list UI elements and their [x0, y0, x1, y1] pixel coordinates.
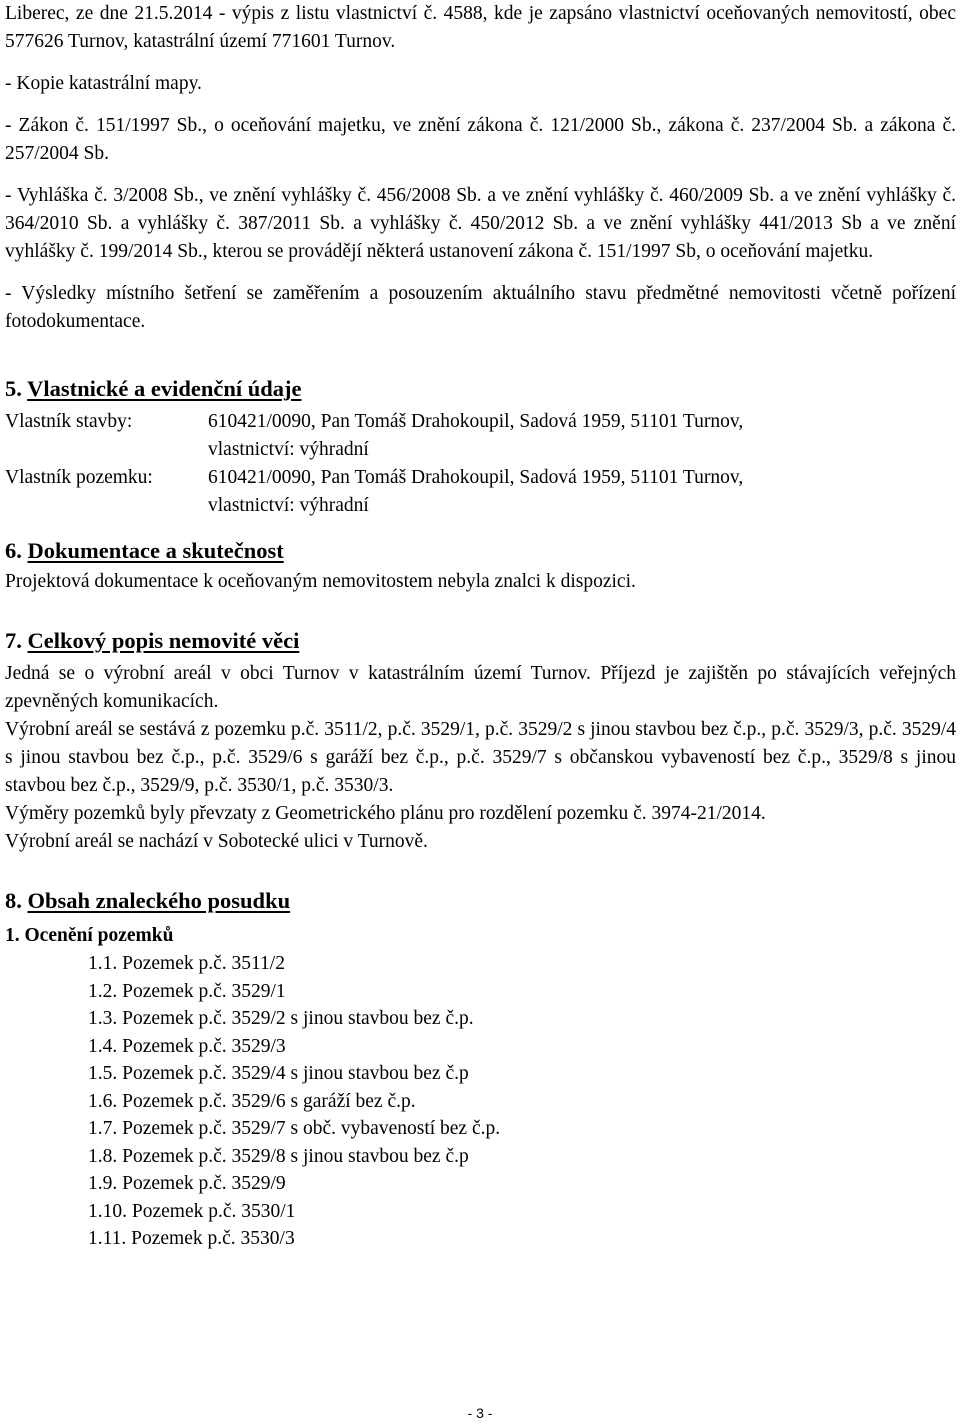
- section-6-title: Dokumentace a skutečnost: [27, 538, 284, 563]
- list-item: 1.9. Pozemek p.č. 3529/9: [88, 1173, 286, 1194]
- list-item: 1.2. Pozemek p.č. 3529/1: [88, 980, 286, 1002]
- spacer: [5, 98, 956, 112]
- list-item: 1.3. Pozemek p.č. 3529/2 s jinou stavbou bez č.p.: [88, 1008, 474, 1029]
- valuation-law-text: - Zákon č. 151/1997 Sb., o oceňování majetku, ve znění zákona č. 121/2000 Sb., zákona č. 237/2004 Sb. a zákona č. 257/2004 Sb.: [5, 115, 956, 164]
- section-7-number: 7.: [5, 628, 22, 653]
- list-item: 1.1. Pozemek p.č. 3511/2: [88, 953, 285, 974]
- land-valuation-number: 1.: [5, 925, 20, 946]
- plot-list: [5, 950, 956, 1253]
- page-number: - 3 -: [467, 1405, 493, 1421]
- spacer: [5, 520, 956, 536]
- land-valuation-subheading: [5, 922, 956, 950]
- spacer: [5, 266, 956, 280]
- section-8-number: 8.: [5, 888, 22, 913]
- building-owner-label: Vlastník stavby:: [5, 411, 133, 432]
- spacer: [5, 856, 956, 886]
- plots-composition-text: Výrobní areál se sestává z pozemku p.č. 3511/2, p.č. 3529/1, p.č. 3529/2 s jinou stavbou bez č.p., p.č. 3529/3, p.č. 3529/4 s jinou stavbou bez č.p., p.č. 3529/6 s garáží bez č.p., p.č. 3529/7 s občanskou vybaveností bez č.p., 3529/8 s jinou stavbou bez č.p., 3529/9, p.č. 3530/1, p.č. 3530/3.: [5, 719, 956, 796]
- section-7-title: Celkový popis nemovité věci: [27, 628, 300, 653]
- section-7-heading: [5, 626, 956, 656]
- list-item: 1.7. Pozemek p.č. 3529/7 s obč. vybaveností bez č.p.: [88, 1118, 501, 1139]
- land-owner-label: Vlastník pozemku:: [5, 467, 153, 488]
- cadastral-map-copy-text: - Kopie katastrální mapy.: [5, 73, 202, 94]
- building-owner-value: [208, 408, 956, 464]
- land-owner-ownership: vlastnictví: výhradní: [208, 495, 369, 516]
- owner-table: [5, 408, 956, 520]
- documentation-text: Projektová dokumentace k oceňovaným nemovitostem nebyla znalci k dispozici.: [5, 571, 636, 592]
- spacer: [5, 336, 956, 374]
- section-8-heading: [5, 886, 956, 916]
- section-6-heading: [5, 536, 956, 566]
- section-5-heading: [5, 374, 956, 404]
- list-item: 1.4. Pozemek p.č. 3529/3: [88, 1035, 286, 1057]
- section-6-number: 6.: [5, 538, 22, 563]
- list-item: 1.6. Pozemek p.č. 3529/6 s garáží bez č.p.: [88, 1090, 416, 1112]
- list-item: 1.11. Pozemek p.č. 3530/3: [88, 1228, 295, 1249]
- plot-areas-source-text: Výměry pozemků byly převzaty z Geometrického plánu pro rozdělení pozemku č. 3974-21/2014.: [5, 803, 766, 824]
- land-owner-details: 610421/0090, Pan Tomáš Drahokoupil, Sadová 1959, 51101 Turnov,: [208, 467, 744, 488]
- land-owner-value: [208, 464, 956, 520]
- land-valuation-title: Ocenění pozemků: [24, 925, 174, 946]
- spacer: [5, 596, 956, 626]
- building-owner-details: 610421/0090, Pan Tomáš Drahokoupil, Sadová 1959, 51101 Turnov,: [208, 411, 744, 432]
- list-item: 1.8. Pozemek p.č. 3529/8 s jinou stavbou bez č.p: [88, 1145, 469, 1167]
- section-5-number: 5.: [5, 376, 22, 401]
- list-item: 1.5. Pozemek p.č. 3529/4 s jinou stavbou bez č.p: [88, 1063, 469, 1084]
- list-item: 1.10. Pozemek p.č. 3530/1: [88, 1200, 296, 1222]
- land-registry-extract-text: Liberec, ze dne 21.5.2014 - výpis z listu vlastnictví č. 4588, kde je zapsáno vlastnictví oceňovaných nemovitostí, obec 577626 Turnov, katastrální území 771601 Turnov.: [5, 3, 956, 52]
- spacer: [5, 168, 956, 182]
- property-description-text: Jedná se o výrobní areál v obci Turnov v katastrálním území Turnov. Příjezd je zajištěn po stávajících veřejných zpevněných komunikacích.: [5, 663, 956, 712]
- location-text: Výrobní areál se nachází v Sobotecké ulici v Turnově.: [5, 831, 428, 852]
- decree-text: - Vyhláška č. 3/2008 Sb., ve znění vyhlášky č. 456/2008 Sb. a ve znění vyhlášky č. 460/2009 Sb. a ve znění vyhlášky č. 364/2010 Sb. a vyhlášky č. 387/2011 Sb. a vyhlášky č. 450/2012 Sb. a ve znění vyhlášky 441/2013 Sb a ve znění vyhlášky č. 199/2014 Sb., kterou se provádějí některá ustanovení zákona č. 151/1997 Sb, o oceňování majetku.: [5, 185, 956, 262]
- site-inspection-text: - Výsledky místního šetření se zaměřením a posouzením aktuálního stavu předmětné nemovitosti včetně pořízení fotodokumentace.: [5, 283, 956, 332]
- section-5-title: Vlastnické a evidenční údaje: [27, 376, 302, 401]
- spacer: [5, 56, 956, 70]
- section-8-title: Obsah znaleckého posudku: [27, 888, 291, 913]
- building-owner-ownership: vlastnictví: výhradní: [208, 439, 369, 460]
- document-page: [5, 0, 956, 1253]
